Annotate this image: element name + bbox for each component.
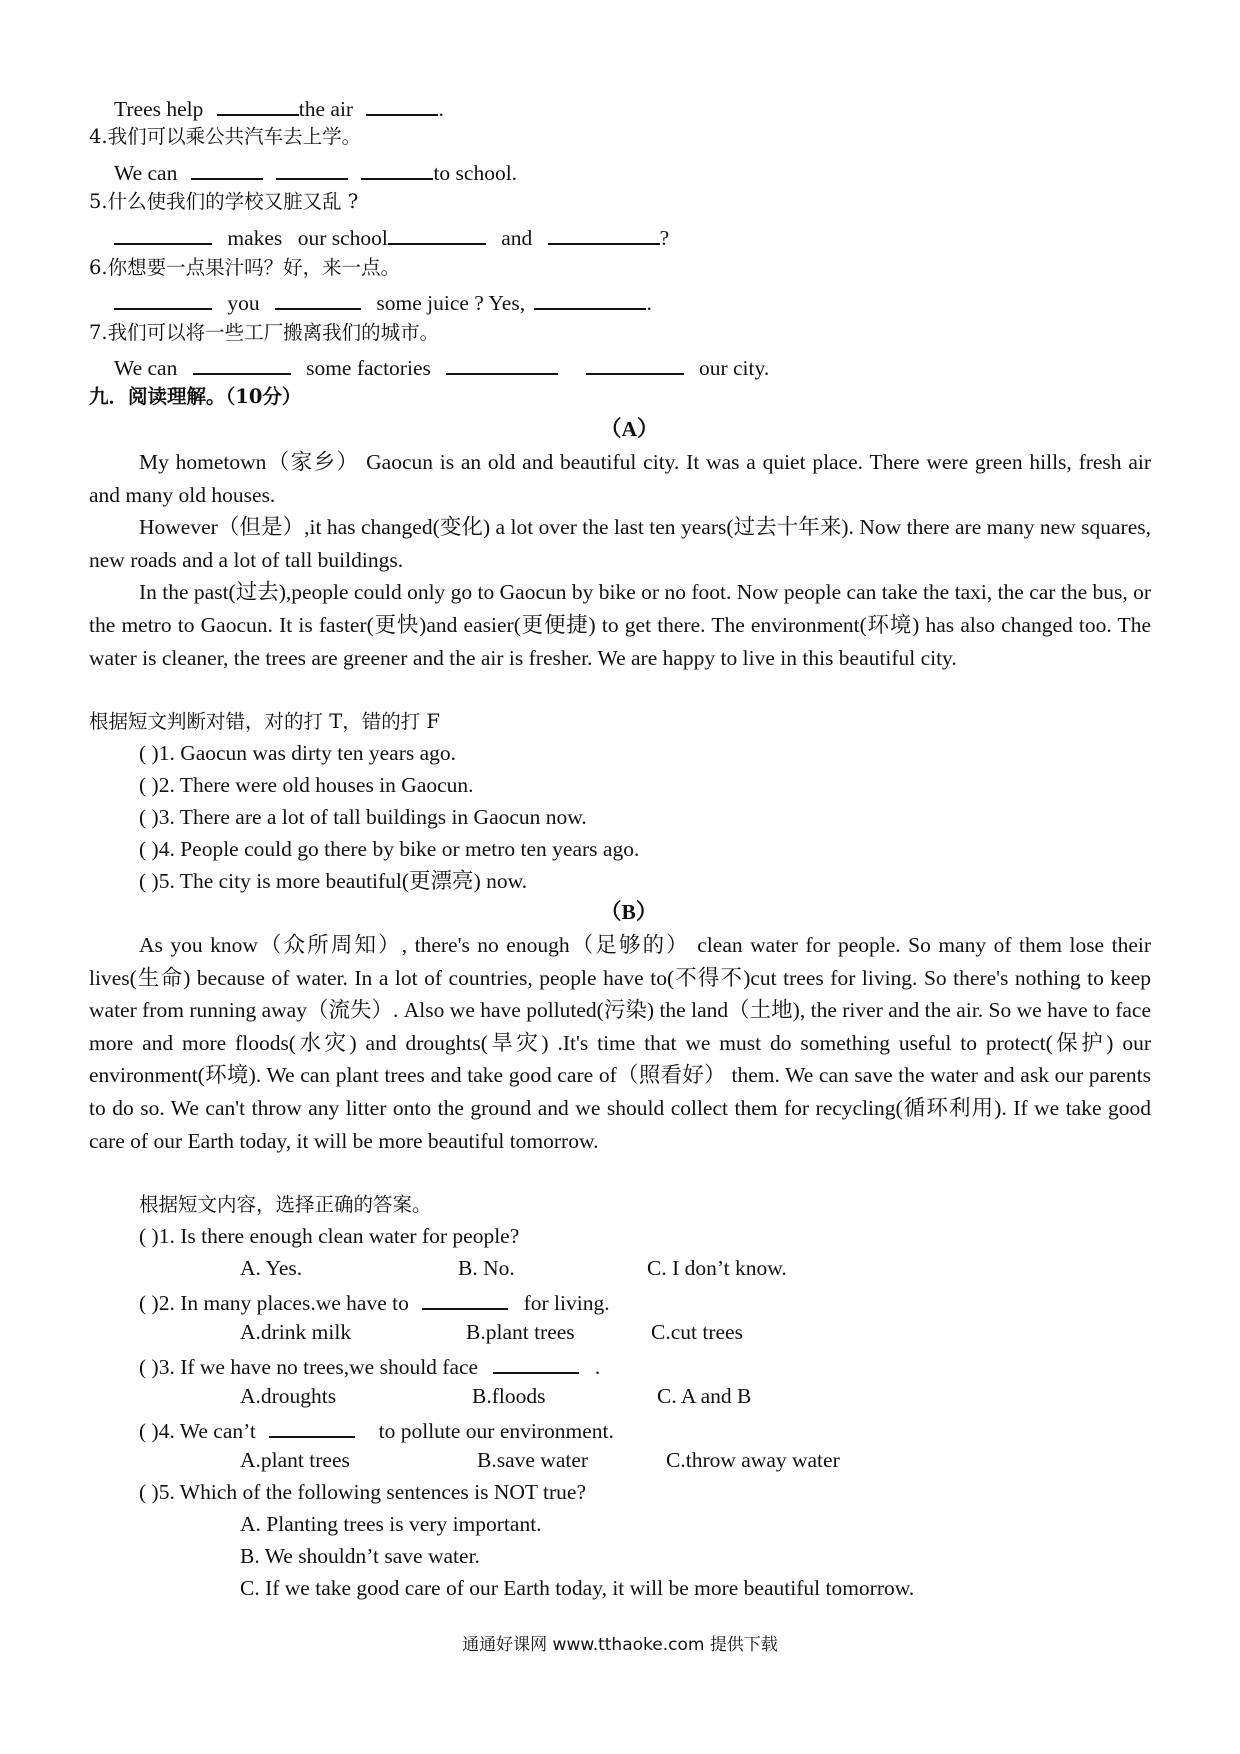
- q6-text-2: some juice ? Yes,: [376, 291, 526, 315]
- answer-blank: [269, 1418, 355, 1438]
- q7-english-line: [114, 355, 769, 380]
- q5-text-1: makes: [227, 226, 283, 250]
- mc-option: B. No.: [458, 1256, 515, 1280]
- q5-chinese: 5.什么使我们的学校又脏又乱 ?: [89, 190, 359, 213]
- mc-option: C. A and B: [657, 1384, 752, 1408]
- q4-english-line: [114, 160, 517, 185]
- passage-b-text: As you know（众所周知）, there's no enough（足够的） clean water for people. So many of them lose their lives(生命) because of water. In a lot of countries, people have to(不得不)cut trees for living. So there's nothing to keep water from running away（流失）. Also we have polluted(污染) the land（土地), the river and the air. So we have to face more and more floods(水灾) and droughts(旱灾) .It's time that we must do something useful to protect(保护) our environment(环境). We can plant trees and take good care of（照看好） them. We can save the water and ask our parents to do so. We can't throw any litter onto the ground and we should collect them for recycling(循环利用). If we take good care of our Earth today, it will be more beautiful tomorrow.: [89, 933, 1151, 1153]
- answer-blank: [114, 225, 212, 245]
- q3-english-line: [114, 96, 444, 121]
- mc-question: [139, 1418, 614, 1443]
- q6-english-line: [114, 290, 652, 315]
- page-footer: 通通好课网 www.tthaoke.com 提供下载: [462, 1635, 778, 1655]
- q7-text-1: We can: [114, 356, 178, 380]
- mc-option: B.save water: [477, 1448, 589, 1472]
- passage-a-text-2: However（但是）,it has changed(变化) a lot over the last ten years(过去十年来). Now there are many new squares, new roads and a lot of tall buildings.: [89, 515, 1151, 572]
- answer-blank: [493, 1354, 579, 1374]
- mc-question-text: ( )3. If we have no trees,we should face: [139, 1355, 479, 1379]
- passage-a-text-1: My hometown（家乡） Gaocun is an old and beautiful city. It was a quiet place. There were green hills, fresh air and many old houses.: [89, 450, 1151, 507]
- tf-item: ( )1. Gaocun was dirty ten years ago.: [139, 741, 457, 765]
- q6-text-3: .: [646, 291, 652, 315]
- mc-option: B. We shouldn’t save water.: [240, 1544, 480, 1568]
- q6-text-1: you: [227, 291, 260, 315]
- mc-question: [139, 1354, 600, 1379]
- mc-option: C.throw away water: [666, 1448, 840, 1472]
- answer-blank: [276, 160, 348, 180]
- q6-chinese: 6.你想要一点果汁吗？好，来一点。: [89, 256, 401, 279]
- q3-text-1: Trees help: [114, 97, 204, 121]
- answer-blank: [193, 355, 291, 375]
- passage-a-paragraph: [89, 446, 1151, 511]
- mc-option: C.cut trees: [651, 1320, 743, 1344]
- passage-a-paragraph: [89, 576, 1151, 674]
- mc-option: A.drink milk: [240, 1320, 352, 1344]
- q5-text-2: our school: [297, 226, 388, 250]
- passage-a: [89, 446, 1151, 674]
- answer-blank: [361, 160, 433, 180]
- answer-blank: [534, 290, 646, 310]
- q7-text-3: our city.: [698, 356, 770, 380]
- mc-option: B.plant trees: [466, 1320, 575, 1344]
- tf-item: ( )2. There were old houses in Gaocun.: [139, 773, 474, 797]
- mc-question-text: for living.: [523, 1291, 610, 1315]
- mc-option: A. Planting trees is very important.: [240, 1512, 542, 1536]
- answer-blank: [586, 355, 684, 375]
- mc-option: A.plant trees: [240, 1448, 350, 1472]
- q4-text-2: to school.: [433, 161, 518, 185]
- answer-blank: [217, 96, 299, 116]
- answer-blank: [191, 160, 263, 180]
- passage-a-text-3: In the past(过去),people could only go to Gaocun by bike or no foot. Now people can take the taxi, the car the bus, or the metro to Gaocun. It is faster(更快)and easier(更便捷) to get there. The environment(环境) has also changed too. The water is cleaner, the trees are greener and the air is fresher. We are happy to live in this beautiful city.: [89, 580, 1152, 670]
- answer-blank: [388, 225, 486, 245]
- mc-question: ( )1. Is there enough clean water for people?: [139, 1224, 520, 1248]
- tf-item: ( )4. People could go there by bike or metro ten years ago.: [139, 837, 640, 861]
- answer-blank: [275, 290, 361, 310]
- q7-chinese: 7.我们可以将一些工厂搬离我们的城市。: [89, 321, 440, 344]
- mc-option: A. Yes.: [240, 1256, 303, 1280]
- passage-a-label: （A）: [600, 417, 659, 441]
- mc-option: A.droughts: [240, 1384, 337, 1408]
- q5-text-3: and: [501, 226, 533, 250]
- mc-question-text: to pollute our environment.: [378, 1419, 614, 1443]
- mc-question: [139, 1290, 610, 1315]
- mc-question-text: ( )2. In many places.we have to: [139, 1291, 409, 1315]
- q5-english-line: [114, 225, 669, 250]
- tf-item: ( )5. The city is more beautiful(更漂亮) now.: [139, 869, 528, 893]
- passage-b-instruction: 根据短文内容，选择正确的答案。: [139, 1193, 432, 1216]
- answer-blank: [114, 290, 212, 310]
- answer-blank: [422, 1290, 508, 1310]
- answer-blank: [446, 355, 558, 375]
- tf-item: ( )3. There are a lot of tall buildings in Gaocun now.: [139, 805, 587, 829]
- q4-text-1: We can: [114, 161, 178, 185]
- passage-b-label: （B）: [600, 900, 658, 924]
- q5-text-4: ?: [659, 226, 670, 250]
- passage-b-paragraph: [89, 929, 1151, 1157]
- passage-b: [89, 929, 1151, 1157]
- q3-text-2: the air: [298, 97, 354, 121]
- mc-question-text: .: [594, 1355, 601, 1379]
- passage-a-paragraph: [89, 511, 1151, 576]
- mc-option: C. I don’t know.: [647, 1256, 787, 1280]
- mc-question-text: ( )4. We can’t: [139, 1419, 256, 1443]
- mc-question: ( )5. Which of the following sentences is NOT true?: [139, 1480, 587, 1504]
- passage-a-instruction: 根据短文判断对错，对的打 T，错的打 F: [89, 710, 440, 733]
- q3-text-3: .: [438, 97, 444, 121]
- section-heading: 九．阅读理解。（10分）: [89, 385, 302, 408]
- q7-text-2: some factories: [306, 356, 431, 380]
- answer-blank: [366, 96, 438, 116]
- mc-option: C. If we take good care of our Earth today, it will be more beautiful tomorrow.: [240, 1576, 915, 1600]
- mc-option: B.floods: [472, 1384, 546, 1408]
- answer-blank: [548, 225, 660, 245]
- q4-chinese: 4.我们可以乘公共汽车去上学。: [89, 125, 362, 148]
